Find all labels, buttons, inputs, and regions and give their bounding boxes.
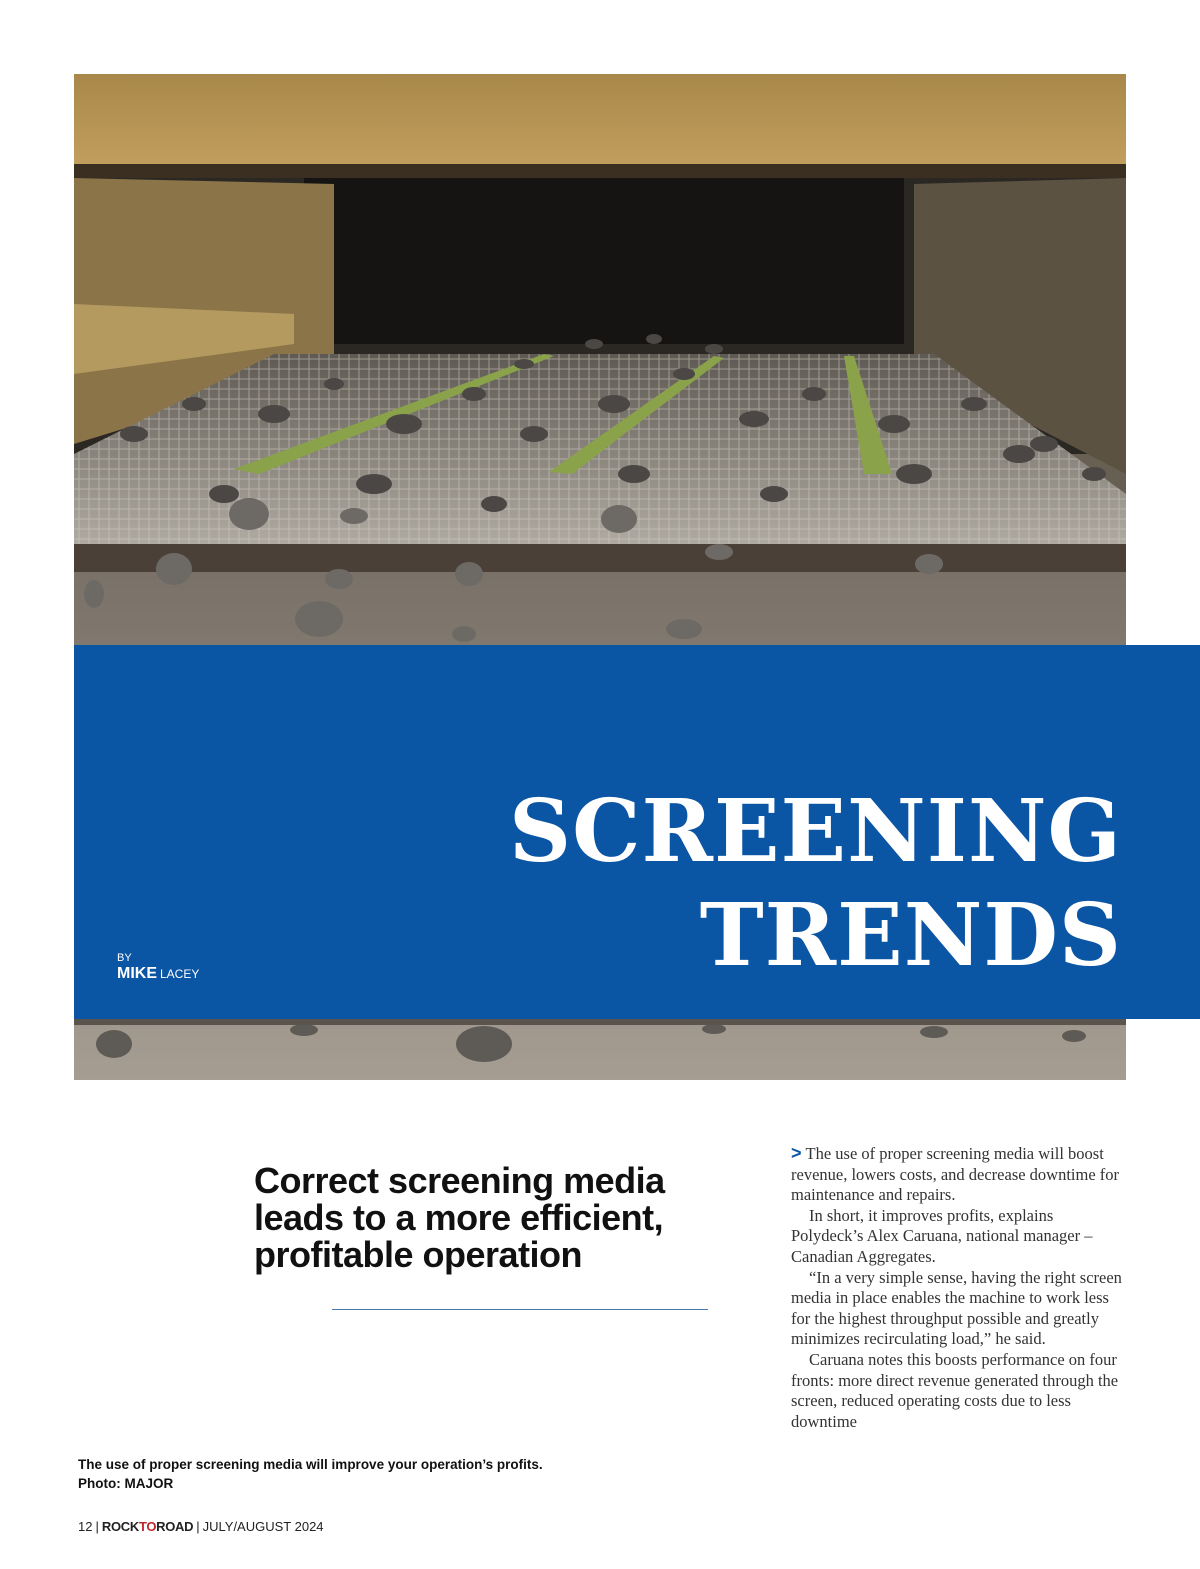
- caption-text: The use of proper screening media will improve your operation’s profits.: [78, 1457, 543, 1472]
- title-line-2: TRENDS: [699, 885, 1122, 986]
- title-line-1: SCREENING: [508, 781, 1122, 882]
- body-paragraph-1: [791, 1143, 1126, 1206]
- logo-road: ROAD: [156, 1519, 194, 1534]
- byline-by: BY: [117, 952, 132, 964]
- section-marker-icon: >: [791, 1143, 802, 1163]
- body-paragraph-1-text: The use of proper screening media will boost revenue, lowers costs, and decrease downtime for maintenance and repairs.: [791, 1144, 1120, 1205]
- byline: [117, 952, 199, 983]
- page-footer: 12 | ROCKTOROAD | JULY/AUGUST 2024: [78, 1519, 324, 1534]
- article-title: [509, 780, 1122, 988]
- article-deck: Correct screening media leads to a more efficient, profitable operation: [254, 1160, 665, 1275]
- magazine-logo: [102, 1519, 193, 1534]
- page-number: 12: [78, 1519, 93, 1534]
- photo-caption: [78, 1455, 698, 1493]
- deck-rule: [332, 1309, 708, 1310]
- body-paragraph-4: Caruana notes this boosts performance on four fronts: more direct revenue generated through the screen, reduced operating costs due to less downtime: [791, 1349, 1119, 1431]
- photo-credit: Photo: MAJOR: [78, 1476, 174, 1491]
- issue-date: JULY/AUGUST 2024: [202, 1519, 324, 1534]
- article-body: [791, 1143, 1126, 1432]
- body-paragraph-3: “In a very simple sense, having the right screen media in place enables the machine to work less for the highest throughput possible and greatly minimizes recirculating load,” he said.: [791, 1267, 1122, 1349]
- author-last-name: LACEY: [160, 967, 200, 981]
- logo-to: TO: [138, 1519, 157, 1534]
- body-paragraph-2: In short, it improves profits, explains Polydeck’s Alex Caruana, national manager – Canadian Aggregates.: [791, 1205, 1093, 1266]
- author-first-name: MIKE: [117, 965, 157, 982]
- logo-rock: ROCK: [101, 1519, 139, 1534]
